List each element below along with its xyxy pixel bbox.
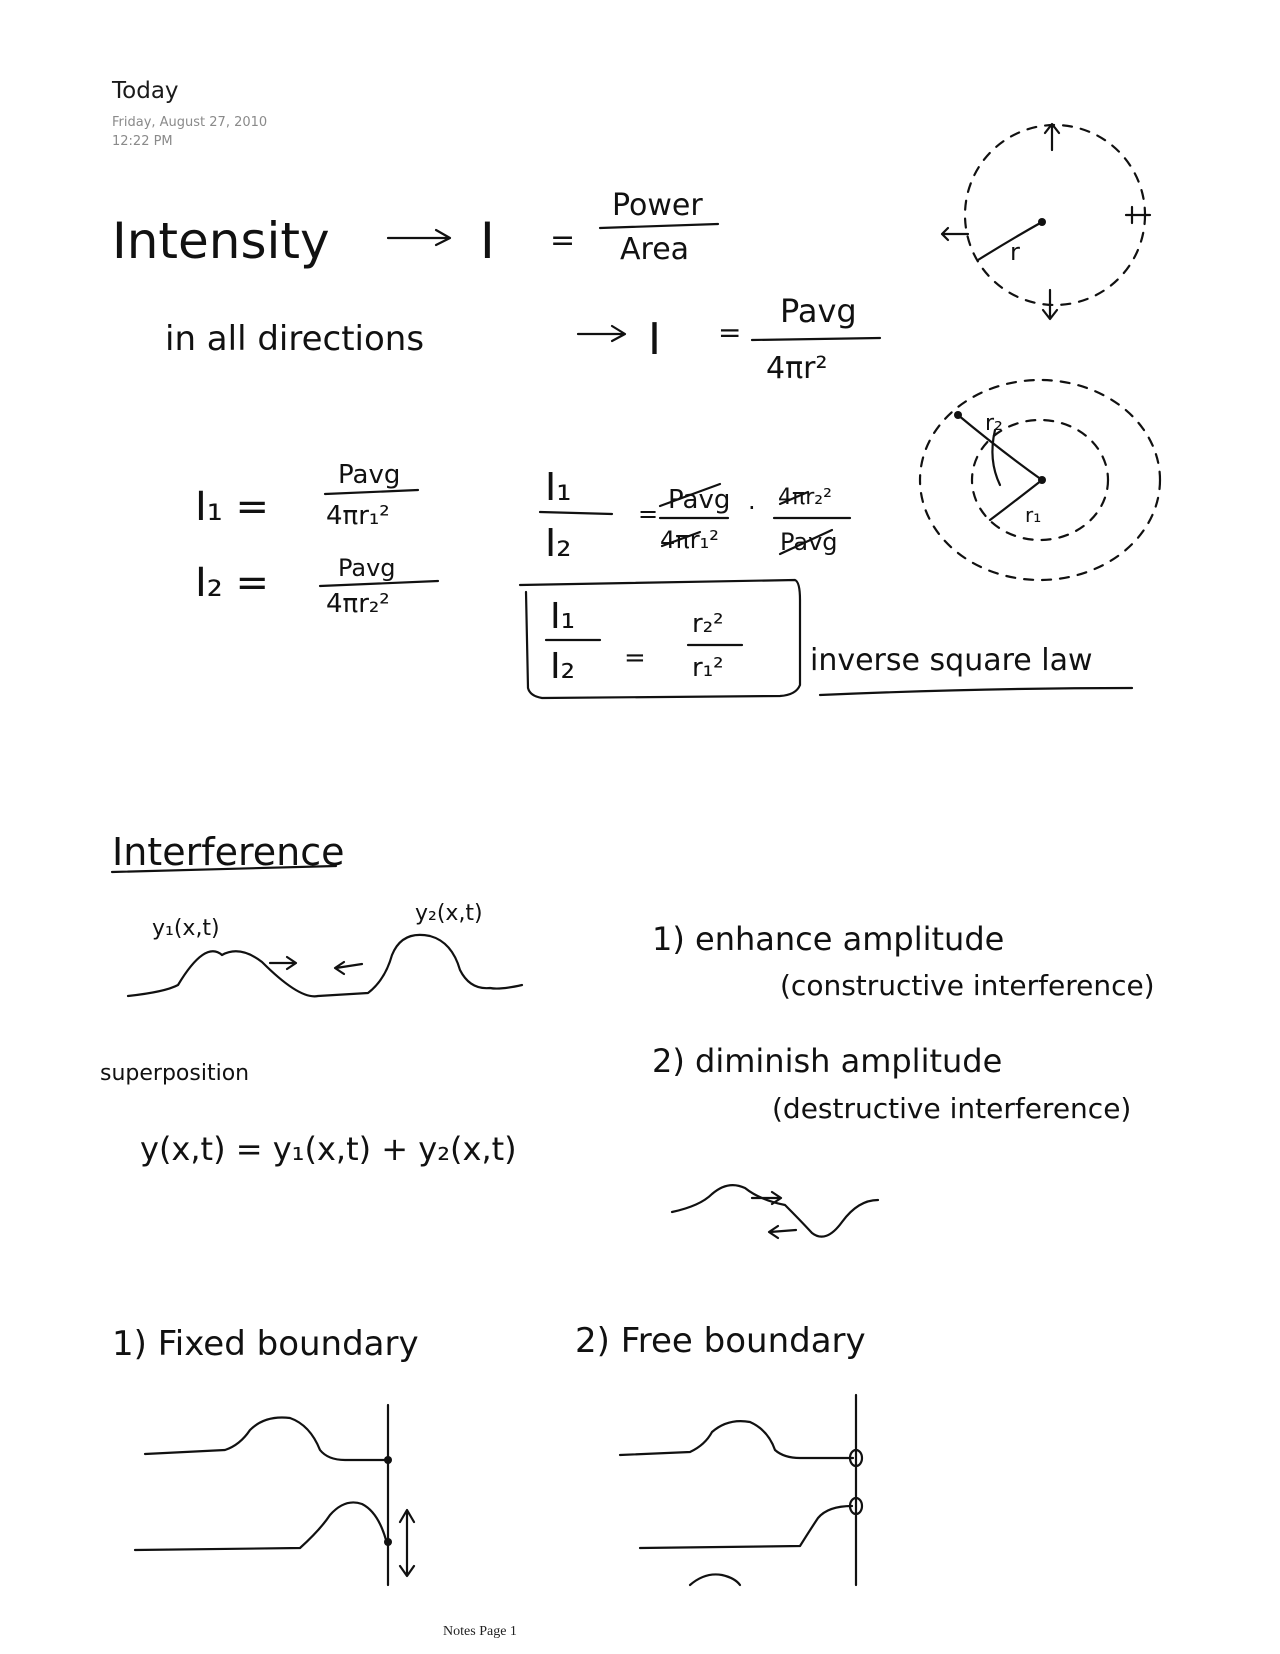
ratio-rhs-2: 4πr₁² bbox=[660, 526, 719, 554]
item1-note: (constructive interference) bbox=[780, 969, 1155, 1002]
i2-equation: I₂ = bbox=[195, 560, 270, 606]
fixed-vertical-arrow bbox=[400, 1510, 414, 1576]
superposition-equation: y(x,t) = y₁(x,t) + y₂(x,t) bbox=[140, 1130, 517, 1168]
pulse1-arrow bbox=[270, 957, 296, 969]
y2-label: y₂(x,t) bbox=[415, 901, 483, 926]
fraction-bar-power-area bbox=[600, 224, 718, 228]
ratio-equals: = bbox=[638, 500, 659, 528]
all-directions-label: in all directions bbox=[165, 319, 425, 359]
page-footer: Notes Page 1 bbox=[443, 1624, 517, 1639]
boxed-rhs-bottom: r₁² bbox=[692, 653, 724, 683]
i2-numerator: Pavg bbox=[338, 554, 396, 582]
y1-label: y₁(x,t) bbox=[152, 916, 220, 941]
fixed-incident-wave bbox=[145, 1418, 388, 1461]
free-reflecting-wave bbox=[640, 1506, 852, 1548]
equals-sign-1: = bbox=[550, 223, 576, 258]
fixed-boundary-label: 1) Fixed boundary bbox=[112, 1324, 419, 1364]
i1-numerator: Pavg bbox=[338, 460, 401, 490]
equals-sign-2: = bbox=[718, 316, 742, 349]
ratio-rhs-3: 4πr₂² bbox=[778, 485, 832, 510]
i1-equation: I₁ = bbox=[195, 484, 270, 530]
fraction-bar-pavg bbox=[752, 338, 880, 340]
interference-heading: Interference bbox=[112, 830, 345, 874]
power-label: Power bbox=[612, 188, 703, 223]
outer-circle-point bbox=[954, 411, 962, 419]
ratio-dot: · bbox=[748, 494, 756, 522]
fixed-point-2 bbox=[384, 1538, 392, 1546]
arrow-directions bbox=[578, 326, 625, 341]
fraction-bar-i1 bbox=[325, 490, 418, 494]
arrow-right bbox=[1126, 207, 1150, 223]
fixed-point-1 bbox=[384, 1456, 392, 1464]
item2-label: 2) diminish amplitude bbox=[652, 1042, 1003, 1080]
note-date: Friday, August 27, 2010 bbox=[112, 115, 268, 130]
arrow-intensity bbox=[388, 230, 450, 245]
superposition-label: superposition bbox=[100, 1061, 250, 1086]
note-time: 12:22 PM bbox=[112, 134, 173, 149]
free-incident-wave bbox=[620, 1421, 853, 1458]
r2-label: r₂ bbox=[985, 411, 1003, 436]
ratio-top: I₁ bbox=[545, 465, 572, 509]
pulse2-arrow bbox=[335, 962, 362, 974]
two-pulses-wave bbox=[128, 935, 522, 997]
arrow-left bbox=[942, 228, 968, 240]
p-avg-label: Pavg bbox=[780, 292, 857, 330]
page-title: Today bbox=[112, 78, 179, 104]
intensity-heading: Intensity bbox=[112, 212, 330, 270]
boxed-top: I₁ bbox=[550, 596, 576, 637]
intensity-symbol-2: I bbox=[648, 314, 661, 365]
boxed-equals: = bbox=[624, 643, 646, 673]
ratio-rhs-4: Pavg bbox=[780, 528, 838, 556]
ratio-rhs-1: Pavg bbox=[668, 485, 731, 515]
inverse-square-law-label: inverse square law bbox=[810, 643, 1093, 678]
dashed-sphere bbox=[965, 125, 1145, 305]
sphere-center-dot bbox=[1038, 218, 1046, 226]
r1-label: r₁ bbox=[1025, 503, 1042, 527]
destructive-arrow-left bbox=[769, 1226, 796, 1238]
ratio-bar bbox=[540, 512, 612, 514]
boxed-rhs-top: r₂² bbox=[692, 609, 724, 639]
r2-crossing-stroke bbox=[992, 430, 1000, 485]
sphere-area-label: 4πr² bbox=[766, 351, 828, 386]
ratio-bottom: I₂ bbox=[545, 521, 572, 565]
sphere-radius-label: r bbox=[1010, 238, 1020, 266]
destructive-arrow-right bbox=[752, 1192, 781, 1204]
i1-denominator: 4πr₁² bbox=[326, 501, 390, 531]
law-underline bbox=[820, 688, 1132, 695]
boxed-bottom: I₂ bbox=[550, 646, 576, 687]
area-label: Area bbox=[620, 232, 690, 267]
fixed-reflecting-wave bbox=[135, 1502, 386, 1550]
i2-denominator: 4πr₂² bbox=[326, 589, 390, 619]
item1-label: 1) enhance amplitude bbox=[652, 920, 1005, 958]
item2-note: (destructive interference) bbox=[772, 1092, 1132, 1125]
inner-circle-center bbox=[1038, 476, 1046, 484]
intensity-symbol: I bbox=[480, 212, 495, 270]
free-boundary-label: 2) Free boundary bbox=[575, 1321, 866, 1361]
arrow-up bbox=[1045, 124, 1059, 150]
free-partial-wave bbox=[690, 1574, 740, 1585]
